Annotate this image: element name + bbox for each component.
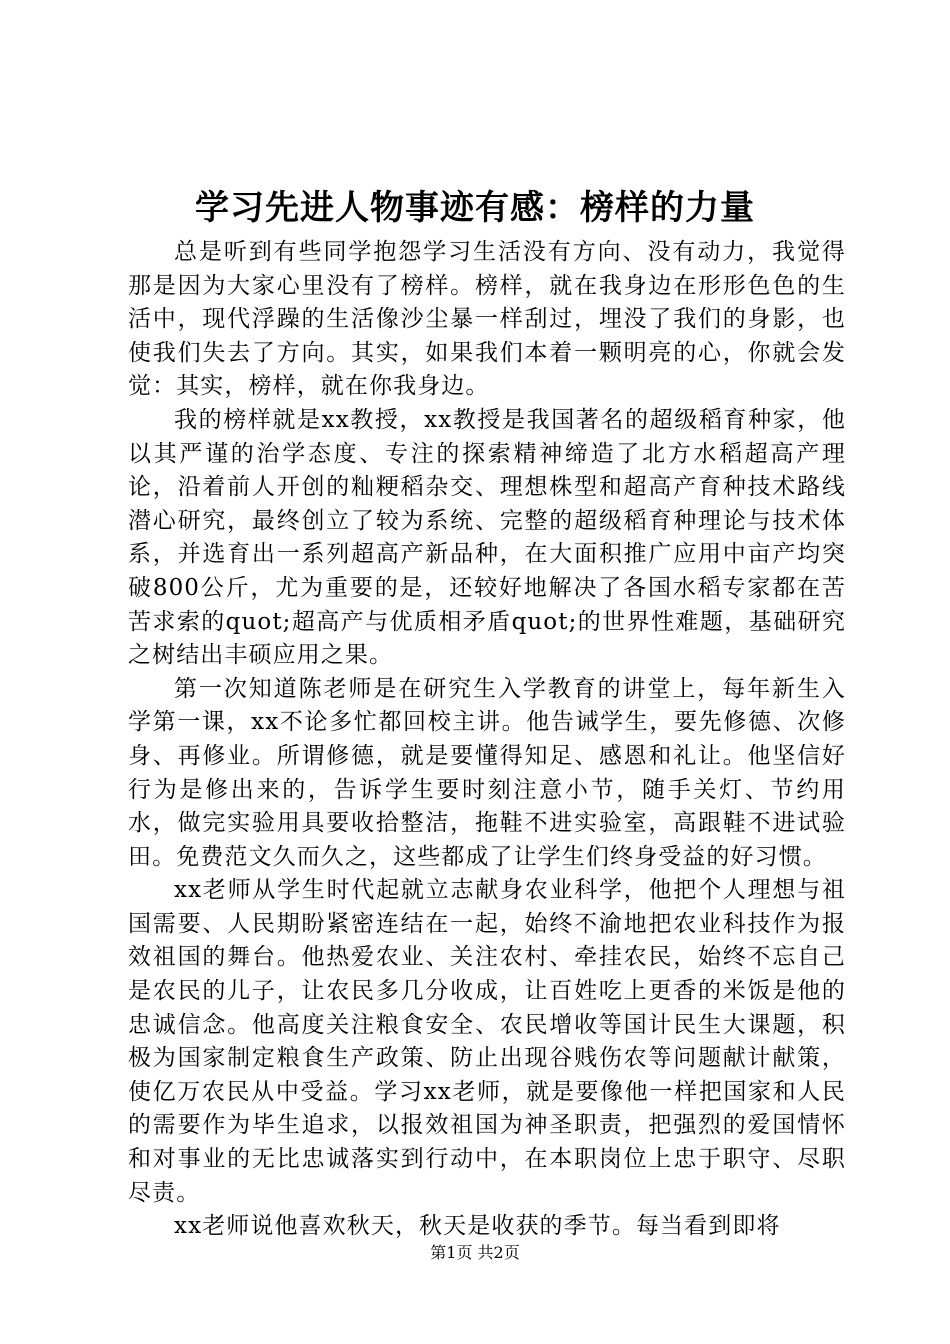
page-footer: 第1页 共2页 (430, 1243, 520, 1262)
paragraph-3: 第一次知道陈老师是在研究生入学教育的讲堂上，每年新生入学第一课，xx不论多忙都回校主讲。他告诫学生，要先修德、次修身、再修业。所谓修德，就是要懂得知足、感恩和礼让。他坚信好行为是修出来的，告诉学生要时刻注意小节，随手关灯、节约用水，做完实验用具要收拾整洁，拖鞋不进实验室，高跟鞋不进试验田。免费范文久而久之，这些都成了让学生们终身受益的好习惯。 (128, 675, 846, 870)
document-body (128, 236, 846, 1244)
paragraph-1: 总是听到有些同学抱怨学习生活没有方向、没有动力，我觉得那是因为大家心里没有了榜样。榜样，就在我身边在形形色色的生活中，现代浮躁的生活像沙尘暴一样刮过，埋没了我们的身影，也使我们失去了方向。其实，如果我们本着一颗明亮的心，你就会发觉：其实，榜样，就在你我身边。 (128, 239, 846, 400)
paragraph-5: xx老师说他喜欢秋天，秋天是收获的季节。每当看到即将 (174, 1213, 781, 1240)
document-title: 学习先进人物事迹有感：榜样的力量 (195, 188, 755, 228)
paragraph-2: 我的榜样就是xx教授，xx教授是我国著名的超级稻育种家，他以其严谨的治学态度、专注的探索精神缔造了北方水稻超高产理论，沿着前人开创的籼粳稻杂交、理想株型和超高产育种技术路线潜心研究，最终创立了较为系统、完整的超级稻育种理论与技术体系，并选育出一系列超高产新品种，在大面积推广应用中亩产均突破800公斤，尤为重要的是，还较好地解决了各国水稻专家都在苦苦求索的quot;超高产与优质相矛盾quot;的世界性难题，基础研究之树结出丰硕应用之果。 (128, 406, 846, 669)
paragraph-4: xx老师从学生时代起就立志献身农业科学，他把个人理想与祖国需要、人民期盼紧密连结在一起，始终不渝地把农业科技作为报效祖国的舞台。他热爱农业、关注农村、牵挂农民，始终不忘自己是农民的儿子，让农民多几分收成，让百姓吃上更香的米饭是他的忠诚信念。他高度关注粮食安全、农民增收等国计民生大课题，积极为国家制定粮食生产政策、防止出现谷贱伤农等问题献计献策，使亿万农民从中受益。学习xx老师，就是要像他一样把国家和人民的需要作为毕生追求，以报效祖国为神圣职责，把强烈的爱国情怀和对事业的无比忠诚落实到行动中，在本职岗位上忠于职守、尽职尽责。 (128, 877, 846, 1206)
